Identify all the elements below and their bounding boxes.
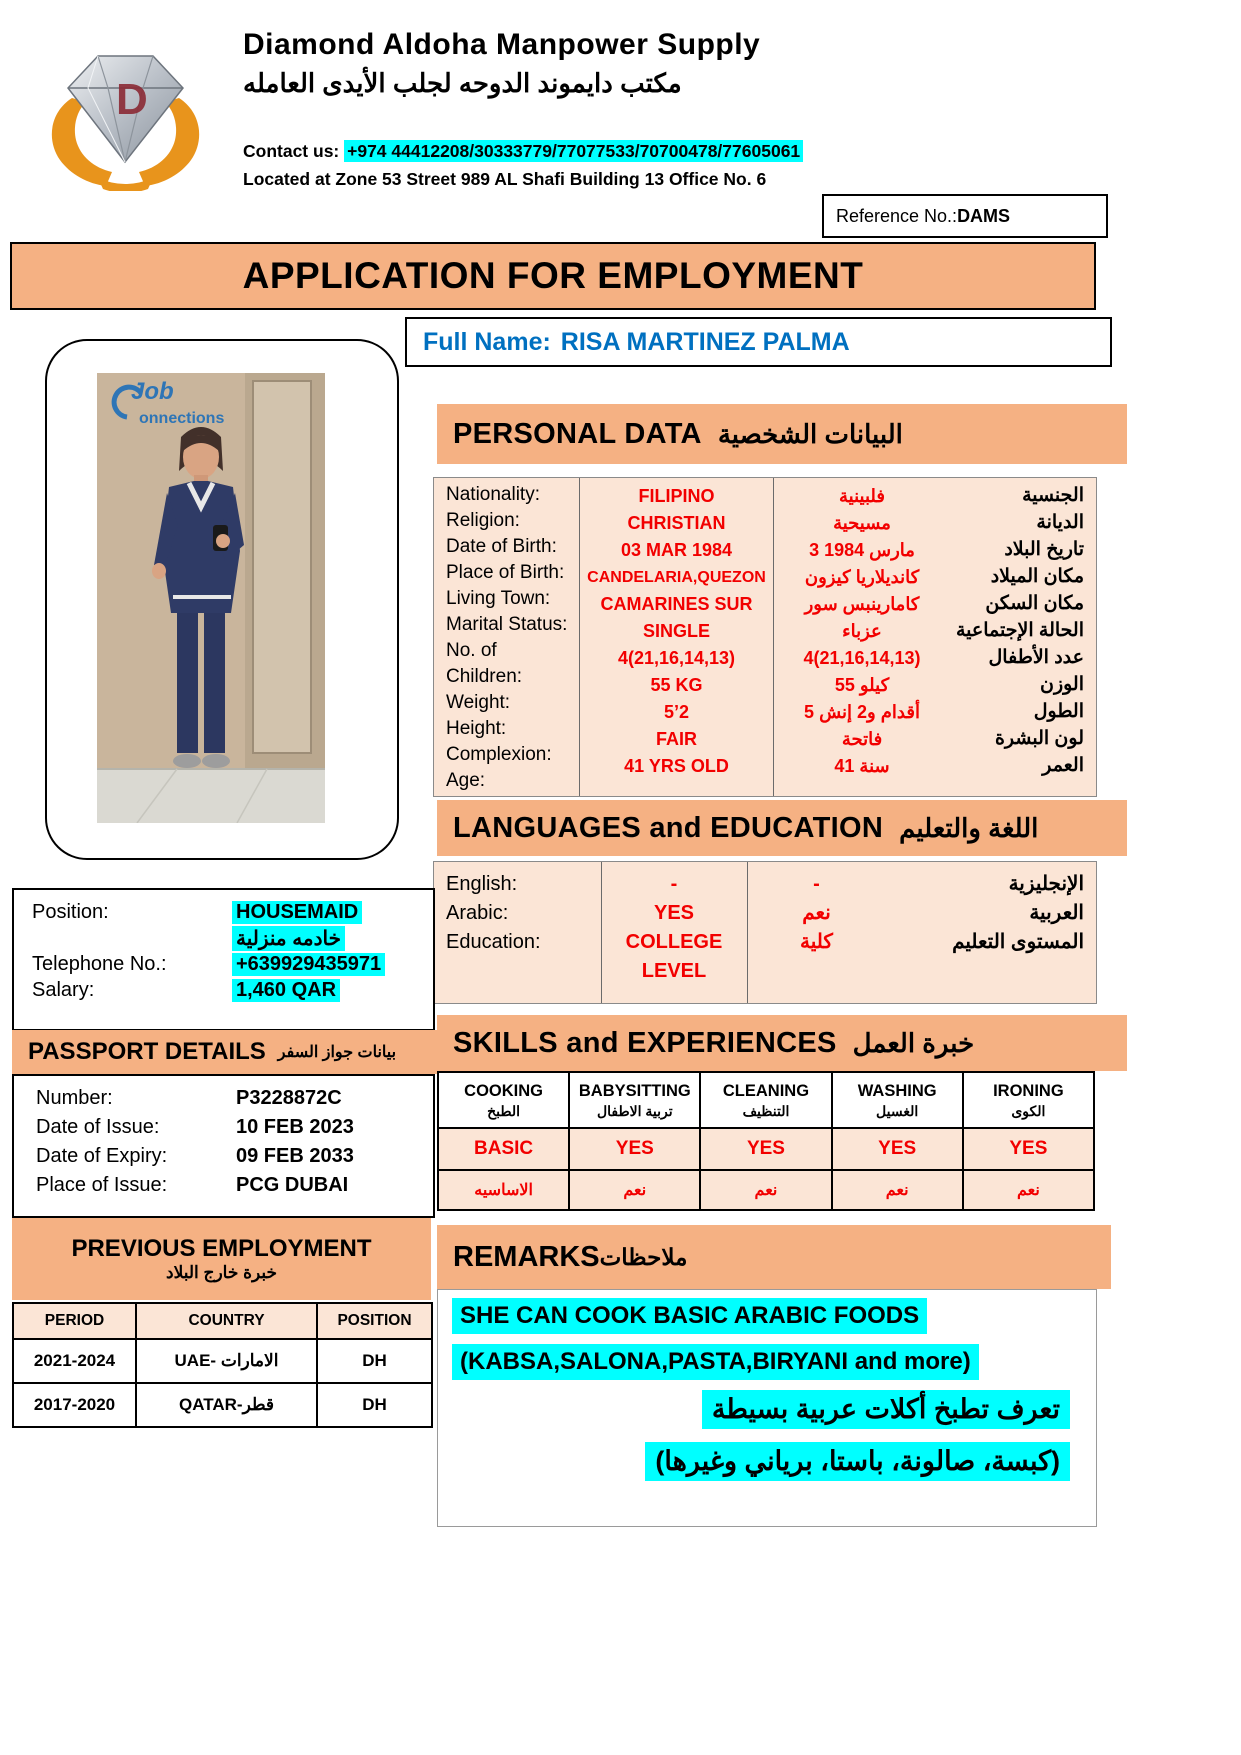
remarks-header: [437, 1225, 1111, 1289]
field-label: Education:: [446, 931, 541, 953]
applicant-photo: [97, 373, 325, 823]
field-label-ar: تاريخ البلاد: [1004, 539, 1084, 560]
field-label: Religion:: [446, 510, 520, 531]
watermark-line1: Job: [131, 378, 174, 405]
remark-line: SHE CAN COOK BASIC ARABIC FOODS: [452, 1298, 927, 1334]
personal-labels-ar: [954, 482, 1084, 779]
field-value-ar: 41 سنة: [834, 756, 890, 776]
skill-value-ar: نعم: [832, 1170, 963, 1210]
skill-column-header: WASHING الغسيل: [832, 1072, 963, 1128]
field-value: CAMARINES SUR: [600, 594, 753, 614]
full-name-bar: [405, 317, 1112, 367]
passport-number-value: P3228872C: [236, 1087, 342, 1109]
field-value-ar: نعم: [802, 902, 831, 924]
field-value-ar: 3 مارس 1984: [809, 540, 915, 560]
field-value: 41 YRS OLD: [624, 756, 729, 776]
field-label-ar: الوزن: [1039, 674, 1084, 695]
table-row: [13, 1339, 432, 1383]
field-label: Arabic:: [446, 902, 509, 924]
position-cell: DH: [317, 1383, 432, 1427]
field-value: SINGLE: [642, 621, 710, 641]
field-label-ar: مكان الميلاد: [990, 566, 1084, 587]
field-label-ar: لون البشرة: [994, 728, 1084, 749]
position-value-ar: خادمه منزلية: [232, 926, 345, 951]
field-label-ar: العربية: [1029, 902, 1084, 924]
field-label: Height:: [446, 718, 507, 739]
field-label-ar: الجنسية: [1022, 485, 1084, 506]
field-value-ar: كامارينبس سور: [804, 594, 920, 614]
field-value-ar: كانديلاريا كيزون: [804, 567, 920, 587]
previous-employment-header-row: [13, 1303, 432, 1339]
skill-value-ar: نعم: [569, 1170, 700, 1210]
salary-row: [14, 977, 433, 1003]
field-label: Nationality:: [446, 484, 540, 505]
skill-value-ar: نعم: [963, 1170, 1094, 1210]
company-name-en: Diamond Aldoha Manpower Supply: [243, 28, 761, 61]
field-value-ar: 5 أقدام و2 إنش: [804, 702, 920, 722]
field-label: Date of Birth:: [446, 536, 557, 557]
company-logo: [38, 26, 213, 191]
full-name-label: Full Name:: [423, 327, 551, 356]
field-label-ar: الحالة الإجتماعية: [956, 620, 1084, 641]
field-value: LEVEL: [641, 960, 707, 982]
skill-value: YES: [569, 1128, 700, 1170]
field-value-ar: فلبينية: [839, 486, 885, 506]
previous-employment-header: [12, 1218, 431, 1300]
field-label-ar: الإنجليزية: [1008, 873, 1084, 895]
field-value-ar: 4(21,16,14,13): [803, 648, 921, 668]
table-row: [13, 1383, 432, 1427]
field-label: Weight:: [446, 692, 511, 713]
skill-column-header: CLEANING التنظيف: [700, 1072, 831, 1128]
field-value-ar: فاتحة: [841, 729, 883, 749]
field-label-ar: مكان السكن: [985, 593, 1084, 614]
personal-values-en: [580, 483, 773, 780]
reference-box: [822, 194, 1108, 238]
company-name-ar: مكتب دايموند الدوحه لجلب الأيدى العامله: [243, 68, 682, 98]
position-value: HOUSEMAID: [232, 901, 362, 924]
personal-data-title-en: PERSONAL DATA: [453, 417, 702, 450]
passport-expiry-value: 09 FEB 2033: [236, 1145, 354, 1167]
passport-table: [12, 1074, 435, 1218]
column-header: PERIOD: [13, 1303, 136, 1339]
passport-expiry-label: Date of Expiry:: [36, 1145, 168, 1167]
field-label: Marital Status:: [446, 614, 568, 635]
languages-labels-ar: [894, 870, 1084, 957]
column-header: POSITION: [317, 1303, 432, 1339]
period-cell: 2021-2024: [13, 1339, 136, 1383]
skill-value-ar: الاساسيه: [438, 1170, 569, 1210]
column-header: COUNTRY: [136, 1303, 317, 1339]
field-label: Complexion:: [446, 744, 552, 765]
contact-numbers: +974 44412208/30333779/77077533/70700478/77605061: [344, 140, 803, 162]
field-value: FAIR: [655, 729, 697, 749]
field-value-ar: مسيحية: [833, 513, 891, 533]
personal-values-ar: [774, 483, 950, 780]
remark-line-ar: تعرف تطبخ أكلات عربية بسيطة: [702, 1390, 1070, 1429]
field-label: English:: [446, 873, 518, 895]
field-value: COLLEGE: [625, 931, 723, 953]
skill-column-header: COOKING الطبخ: [438, 1072, 569, 1128]
languages-title-ar: اللغة والتعليم: [899, 812, 1039, 843]
previous-employment-table: [12, 1302, 433, 1428]
contact-label: Contact us:: [243, 141, 340, 161]
field-value: FILIPINO: [638, 486, 715, 506]
skills-table: [437, 1071, 1095, 1211]
previous-employment-title-en: PREVIOUS EMPLOYMENT: [71, 1235, 372, 1262]
logo-letter: D: [116, 75, 148, 124]
passport-header: [12, 1030, 447, 1074]
position-cell: DH: [317, 1339, 432, 1383]
field-value: CANDELARIA,QUEZON: [587, 569, 766, 586]
passport-place-value: PCG DUBAI: [236, 1174, 349, 1196]
field-value: 03 MAR 1984: [620, 540, 733, 560]
personal-data-header: [437, 404, 1127, 464]
skill-column-header: BABYSITTING تربية الاطفال: [569, 1072, 700, 1128]
field-value: -: [670, 873, 678, 895]
country-cell: QATAR-قطر: [136, 1383, 317, 1427]
passport-issue-value: 10 FEB 2023: [236, 1116, 354, 1138]
skill-column-header: IRONING الكوى: [963, 1072, 1094, 1128]
skill-value: BASIC: [438, 1128, 569, 1170]
reference-label: Reference No.:: [836, 205, 958, 226]
field-label-ar: العمر: [1042, 755, 1084, 776]
skill-value-ar: نعم: [700, 1170, 831, 1210]
personal-data-title-ar: البيانات الشخصية: [717, 418, 903, 449]
skills-value-ar-row: [438, 1170, 1094, 1210]
remarks-body: [437, 1289, 1097, 1527]
passport-issue-label: Date of Issue:: [36, 1116, 160, 1138]
field-value: 5’2: [663, 702, 690, 722]
field-label: Age:: [446, 770, 486, 791]
personal-labels-en: [446, 482, 578, 794]
field-value-ar: كلية: [800, 931, 833, 953]
position-box: [12, 888, 435, 1031]
skills-title-ar: خبرة العمل: [852, 1027, 975, 1058]
salary-label: Salary:: [32, 978, 95, 1001]
reference-value: DAMS: [957, 205, 1011, 226]
page-title: APPLICATION FOR EMPLOYMENT: [10, 242, 1096, 310]
languages-values-ar: [748, 870, 885, 957]
field-label-ar: المستوى التعليم: [952, 931, 1084, 953]
field-value-ar: عزباء: [842, 621, 882, 641]
skill-value: YES: [700, 1128, 831, 1170]
previous-employment-title-ar: خبرة خارج البلاد: [166, 1263, 277, 1282]
skills-header: [437, 1015, 1127, 1071]
field-label: No. of: [446, 640, 497, 661]
passport-place-label: Place of Issue:: [36, 1174, 168, 1196]
watermark-line2: onnections: [139, 410, 225, 427]
salary-value: 1,460 QAR: [232, 979, 340, 1002]
passport-row: [14, 1142, 433, 1171]
field-value-ar: 55 كيلو: [834, 675, 890, 695]
languages-labels-en: [446, 870, 596, 957]
field-label: Children:: [446, 666, 523, 687]
telephone-row: [14, 951, 433, 977]
position-row-ar: [14, 925, 433, 951]
skills-header-row: [438, 1072, 1094, 1128]
field-value: 4(21,16,14,13): [617, 648, 736, 668]
skills-title-en: SKILLS and EXPERIENCES: [453, 1026, 837, 1059]
field-label-ar: الطول: [1033, 701, 1084, 722]
address-line: Located at Zone 53 Street 989 AL Shafi Building 13 Office No. 6: [243, 169, 767, 189]
position-row: [14, 899, 433, 925]
languages-values-en: [602, 870, 746, 986]
field-value: 55 KG: [650, 675, 703, 695]
country-cell: UAE- الامارات: [136, 1339, 317, 1383]
field-value: CHRISTIAN: [627, 513, 726, 533]
telephone-label: Telephone No.:: [32, 952, 167, 975]
field-label: Living Town:: [446, 588, 551, 609]
languages-title-en: LANGUAGES and EDUCATION: [453, 811, 884, 844]
field-label-ar: الديانة: [1036, 512, 1084, 533]
remarks-title-en: REMARKS: [453, 1240, 600, 1273]
skill-value: YES: [963, 1128, 1094, 1170]
passport-title-en: PASSPORT DETAILS: [28, 1038, 266, 1065]
field-label-ar: عدد الأطفال: [988, 647, 1084, 668]
personal-data-table: [433, 477, 1097, 797]
field-value: YES: [653, 902, 695, 924]
period-cell: 2017-2020: [13, 1383, 136, 1427]
languages-table: [433, 861, 1097, 1004]
full-name-value: RISA MARTINEZ PALMA: [560, 327, 850, 356]
languages-header: [437, 800, 1127, 856]
remark-line: (KABSA,SALONA,PASTA,BIRYANI and more): [452, 1344, 979, 1380]
passport-number-label: Number:: [36, 1087, 113, 1109]
field-label: Place of Birth:: [446, 562, 565, 583]
skills-value-row: [438, 1128, 1094, 1170]
passport-row: [14, 1171, 433, 1200]
passport-row: [14, 1084, 433, 1113]
skill-value: YES: [832, 1128, 963, 1170]
contact-line: [243, 141, 803, 162]
passport-title-ar: بيانات جواز السفر: [277, 1044, 397, 1061]
passport-row: [14, 1113, 433, 1142]
position-label: Position:: [32, 900, 109, 923]
telephone-value: +639929435971: [232, 953, 385, 976]
field-value-ar: -: [813, 873, 820, 895]
photo-frame: [45, 339, 399, 860]
remarks-title-ar: ملاحظات: [599, 1243, 688, 1270]
remark-line-ar: (كبسة، صالونة، باستا، برياني وغيرها): [645, 1442, 1070, 1481]
